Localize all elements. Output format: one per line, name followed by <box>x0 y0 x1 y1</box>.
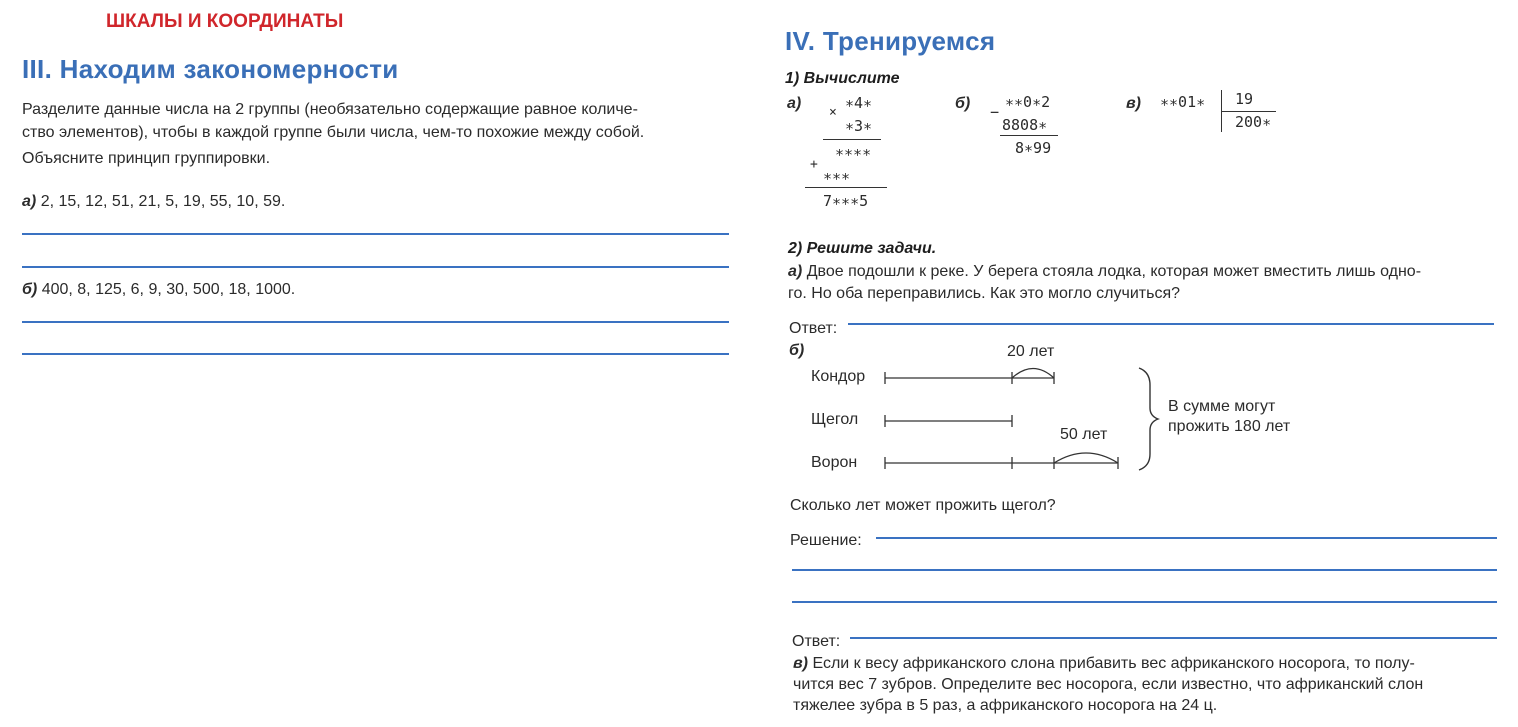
curly-brace <box>1139 368 1158 470</box>
solution-label: Решение: <box>790 532 862 549</box>
product-result: 7∗∗∗5 <box>823 192 869 210</box>
exercise-a-numbers: 2, 15, 12, 51, 21, 5, 19, 55, 10, 59. <box>40 193 286 210</box>
arc-label-20: 20 лет <box>1007 343 1055 360</box>
instruction-line-2: ство элементов), чтобы в каждой группе были числа, чем-то похожие между собой. <box>22 124 645 141</box>
task-1c-label: в) <box>1126 95 1141 112</box>
solution-line-3[interactable] <box>792 601 1497 603</box>
solution-line-1[interactable] <box>876 537 1497 539</box>
instruction-line-1: Разделите данные числа на 2 группы (необязательно содержащие равное количе- <box>22 101 638 118</box>
task-2c-text-1: Если к весу африканского слона прибавить вес африканского носорога, то полу- <box>812 655 1415 672</box>
sum-text-1: В сумме могут <box>1168 398 1276 415</box>
quotient: 200∗ <box>1235 113 1272 131</box>
task-2-title: 2) Решите задачи. <box>788 240 937 257</box>
multiply-sign: × <box>829 105 837 120</box>
plus-sign: + <box>810 157 818 172</box>
difference: 8∗99 <box>1015 139 1052 157</box>
section-4-title: IV. Тренируемся <box>785 26 996 56</box>
partial-product-2: ∗∗∗ <box>823 167 851 185</box>
task-2c-line-3: тяжелее зубра в 5 раз, а африканского носорога на 24 ц. <box>793 697 1218 714</box>
task-2c-label: в) <box>793 655 808 672</box>
multiplier: ∗3∗ <box>845 117 873 135</box>
minuend: ∗∗0∗2 <box>1005 93 1051 111</box>
partial-product-1: ∗∗∗∗ <box>835 143 872 161</box>
sum-text-2: прожить 180 лет <box>1168 418 1291 435</box>
exercise-b-numbers: 400, 8, 125, 6, 9, 30, 500, 18, 1000. <box>41 281 296 298</box>
exercise-b-label: б) <box>22 281 38 298</box>
task-2b-answer-label: Ответ: <box>792 633 841 650</box>
divisor: 19 <box>1235 90 1254 108</box>
task-2a-text-1: Двое подошли к реке. У берега стояла лодка, которая может вместить лишь одно- <box>806 263 1422 280</box>
row-label-goldfinch: Щегол <box>811 411 859 428</box>
arc-50 <box>1054 453 1118 463</box>
task-2c-line-1 <box>793 653 1415 674</box>
task-2a-answer-label: Ответ: <box>789 320 838 337</box>
dividend: ∗∗01∗ <box>1160 93 1206 111</box>
arc-20 <box>1012 369 1054 379</box>
task-2a-line-2: го. Но оба переправились. Как это могло случиться? <box>788 285 1181 302</box>
task-2a-label: а) <box>788 263 803 280</box>
section-3-title: III. Находим закономерности <box>22 54 399 84</box>
task-1b-label: б) <box>955 95 971 112</box>
task-1a-label: а) <box>787 95 802 112</box>
task-2b-answer-line[interactable] <box>850 637 1497 639</box>
instruction-line-3: Объясните принцип группировки. <box>22 150 271 167</box>
subtrahend: 8808∗ <box>1002 116 1048 134</box>
exercise-a-label: а) <box>22 193 37 210</box>
row-label-raven: Ворон <box>811 454 858 471</box>
task-2c-line-2: чится вес 7 зубров. Определите вес носорога, если известно, что африканский слон <box>793 676 1424 693</box>
task-2b-question: Сколько лет может прожить щегол? <box>790 497 1056 514</box>
topic-header: ШКАЛЫ И КООРДИНАТЫ <box>106 11 344 32</box>
minus-sign: − <box>990 103 1000 121</box>
solution-line-2[interactable] <box>792 569 1497 571</box>
arc-label-50: 50 лет <box>1060 426 1108 443</box>
row-label-condor: Кондор <box>811 368 866 385</box>
multiplicand: ∗4∗ <box>845 94 873 112</box>
task-1-title: 1) Вычислите <box>785 70 900 87</box>
task-2b-label: б) <box>789 342 805 359</box>
